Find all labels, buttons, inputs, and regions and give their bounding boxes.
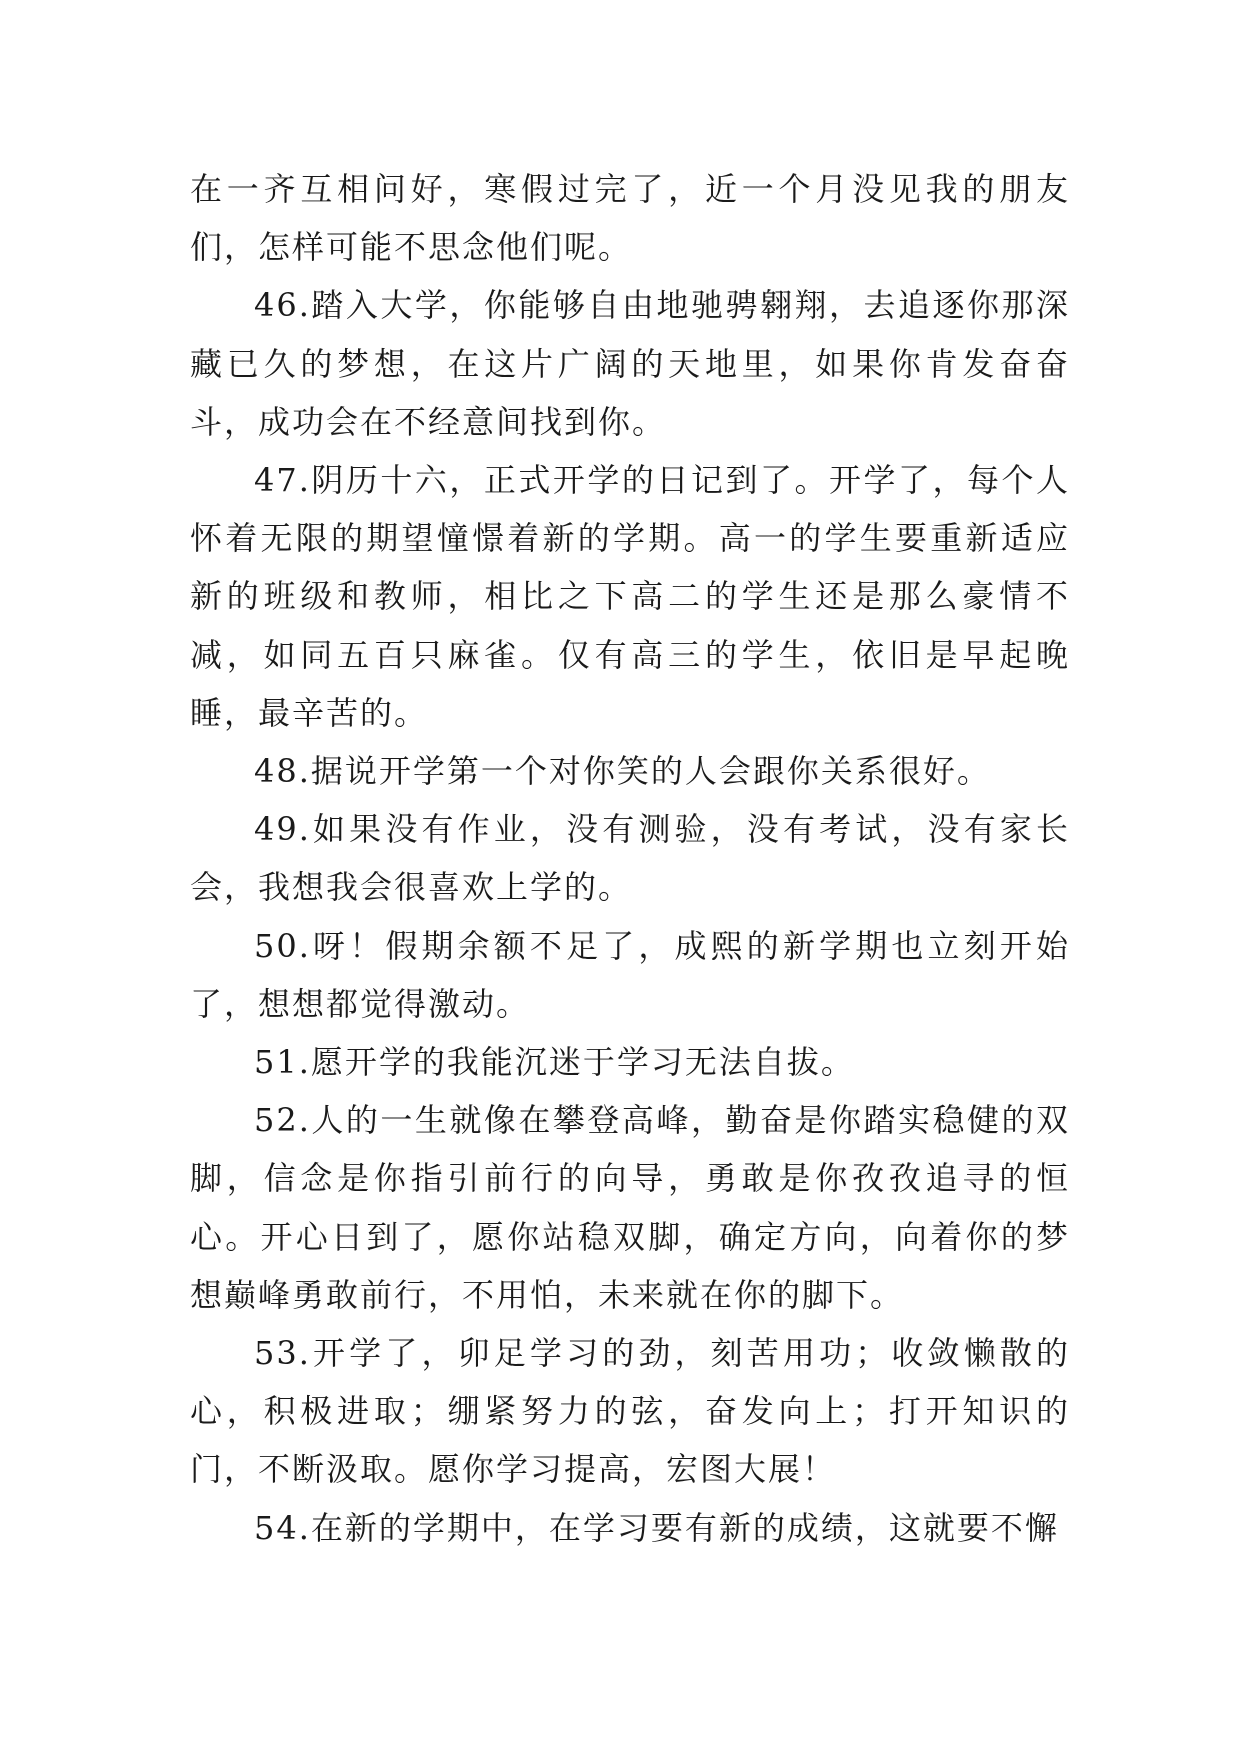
paragraph-49: 49.如果没有作业，没有测验，没有考试，没有家长会，我想我会很喜欢上学的。: [190, 810, 1070, 907]
paragraph-47: 47.阴历十六，正式开学的日记到了。开学了，每个人怀着无限的期望憧憬着新的学期。高一的学生要重新适应新的班级和教师，相比之下高二的学生还是那么豪情不减，如同五百只麻雀。仅有高三的学生，依旧是早起晚睡，最辛苦的。: [190, 461, 1070, 732]
paragraph-53: 53.开学了，卯足学习的劲，刻苦用功；收敛懒散的心，积极进取；绷紧努力的弦，奋发向上；打开知识的门，不断汲取。愿你学习提高，宏图大展！: [190, 1334, 1070, 1489]
paragraph-48: 48.据说开学第一个对你笑的人会跟你关系很好。: [254, 752, 991, 791]
paragraph-continuation: 在一齐互相问好，寒假过完了，近一个月没见我的朋友们，怎样可能不思念他们呢。: [190, 170, 1070, 267]
paragraph-52: 52.人的一生就像在攀登高峰，勤奋是你踏实稳健的双脚，信念是你指引前行的向导，勇敢是你孜孜追寻的恒心。开心日到了，愿你站稳双脚，确定方向，向着你的梦想巅峰勇敢前行，不用怕，未来就在你的脚下。: [190, 1101, 1070, 1314]
body-text: [190, 160, 1070, 1557]
paragraph-50: 50.呀！假期余额不足了，成熙的新学期也立刻开始了，想想都觉得激动。: [190, 926, 1070, 1023]
paragraph-46: 46.踏入大学，你能够自由地驰骋翱翔，去追逐你那深藏已久的梦想，在这片广阔的天地里，如果你肯发奋奋斗，成功会在不经意间找到你。: [190, 286, 1070, 441]
paragraph-51: 51.愿开学的我能沉迷于学习无法自拔。: [254, 1043, 855, 1082]
paragraph-54: 54.在新的学期中，在学习要有新的成绩，这就要不懈: [254, 1508, 1059, 1547]
